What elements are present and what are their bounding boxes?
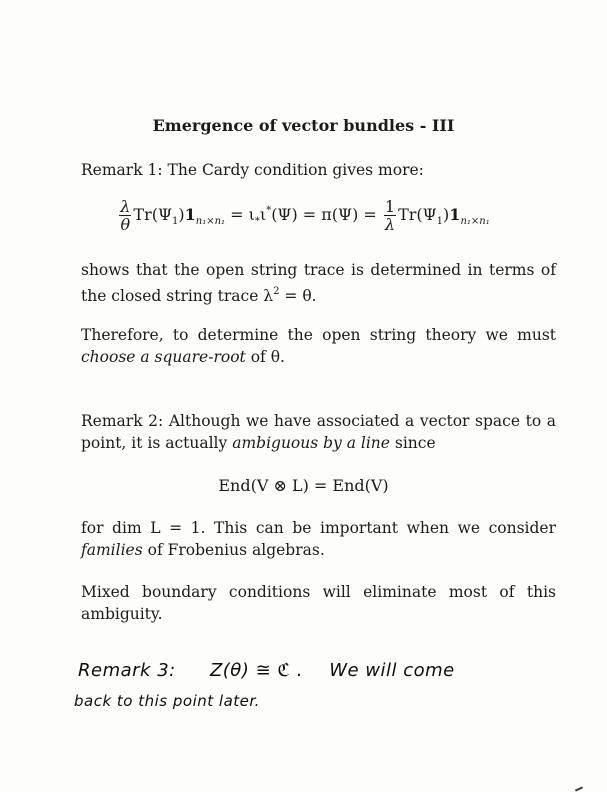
- handwritten-text: We will come: [329, 660, 455, 681]
- page-title: Emergence of vector bundles - III: [152, 116, 455, 135]
- equation-middle: (Ψ) = π(Ψ) =: [271, 205, 382, 224]
- handwritten-remark-3-line-2: back to this point later.: [74, 692, 260, 710]
- cardy-equation: $\frac{\lambda}{\theta}$ $Tr(\Psi_1)1_{n_1\times n_1} = \iota_*\iota^*(\Psi) = \pi(\Psi)$ = $\frac{1}{\lambda}$ $Tr(\Psi_1)1_{n_1\times n_1}$: [120, 197, 490, 234]
- handwritten-math: Z(θ) ≅ ℭ .: [209, 660, 303, 681]
- mixed-boundary-paragraph: Mixed boundary conditions will eliminate most of this ambiguity.: [81, 583, 556, 623]
- remark-1-explanation: shows that the open string trace is determined in terms of the closed string trace $\lambda^2 = \theta$.: [81, 261, 556, 305]
- trace-left: Tr(Ψ: [133, 205, 172, 224]
- fraction-lambda-theta: $\frac{\lambda}{\theta}$: [120, 197, 131, 234]
- scan-mark: [575, 786, 583, 791]
- remark-1-intro: Remark 1: The Cardy condition gives more:: [81, 161, 424, 179]
- pullback: ι: [259, 205, 267, 224]
- remark-2-followup: for dim L = 1. This can be important when we consider families of Frobenius algebras.: [81, 519, 556, 559]
- therefore-paragraph: Therefore, to determine the open string theory we must choose a square-root of θ.: [81, 326, 556, 366]
- pushforward: = ι: [225, 205, 255, 224]
- end-equation: End(V ⊗ L) = End(V): [218, 476, 389, 495]
- handwritten-label: Remark 3:: [78, 660, 176, 681]
- fraction-one-lambda: $\frac{1}{\lambda}$: [384, 197, 396, 234]
- trace-right: Tr(Ψ: [398, 205, 437, 224]
- remark-2-paragraph: Remark 2: Although we have associated a vector space to a point, it is actually ambiguous by a line since: [81, 412, 556, 452]
- handwritten-remark-3-line-1: [78, 660, 455, 681]
